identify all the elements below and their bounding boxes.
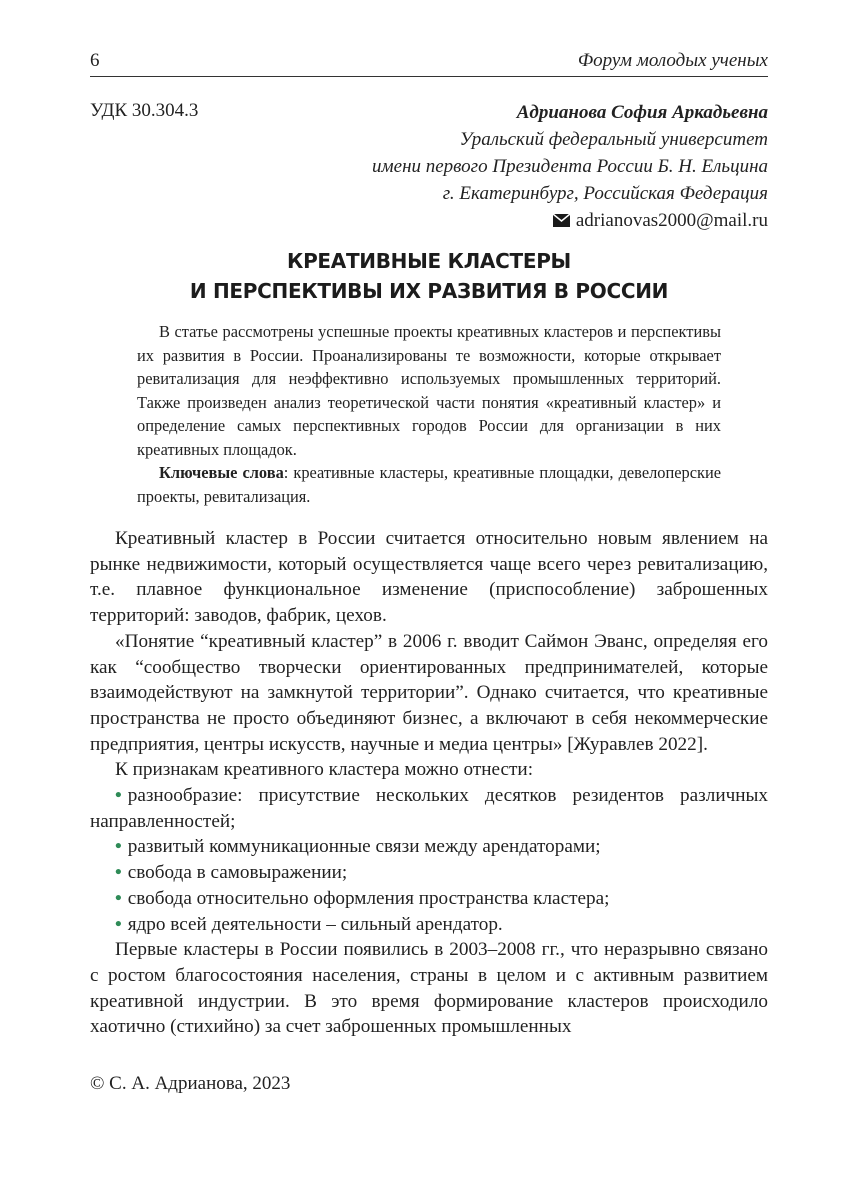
features-list: [90, 783, 768, 937]
body-paragraph-4: Первые кластеры в России появились в 2003–2008 гг., что неразрывно связано с ростом благосостояния населения, страны в целом и с активным развитием креативной индустрии. В это время формирование кластеров происходило хаотично (стихийно) за счет заброшенных промышленных: [90, 939, 768, 1038]
author-name: Адрианова София Аркадьевна: [516, 102, 768, 123]
author-email-row: [208, 207, 768, 234]
abstract: [137, 320, 721, 508]
running-header: [90, 46, 768, 77]
author-city: г. Екатеринбург, Российская Федерация: [442, 183, 768, 204]
keywords-text: : креативные кластеры, креативные площадки, девелоперские проекты, ревитализация.: [137, 463, 721, 506]
list-item: [90, 860, 768, 886]
body-paragraph-1: Креативный кластер в России считается относительно новым явлением на рынке недвижимости, который осуществляется чаще всего через ревитализацию, т.е. плавное функциональное изменение (приспособление) заброшенных территорий: заводов, фабрик, цехов.: [90, 528, 768, 627]
list-item: [90, 783, 768, 834]
author-block: [208, 99, 768, 234]
bullet-icon: •: [115, 887, 122, 909]
article-title: [90, 246, 768, 306]
list-item: [90, 912, 768, 938]
keywords-paragraph: [137, 461, 721, 508]
bullet-icon: •: [115, 913, 122, 935]
article-title-line-2: И ПЕРСПЕКТИВЫ ИХ РАЗВИТИЯ В РОССИИ: [189, 279, 669, 303]
list-item-text: свобода в самовыражении;: [127, 862, 348, 884]
list-item-text: ядро всей деятельности – сильный арендатор.: [127, 913, 503, 935]
copyright-notice: © С. А. Адрианова, 2023: [90, 1073, 291, 1094]
page-number: 6: [90, 50, 100, 71]
affiliation-line-1: Уральский федеральный университет: [459, 129, 768, 150]
bullet-icon: •: [115, 836, 122, 858]
keywords-label: Ключевые слова: [159, 463, 284, 482]
udk-code: УДК 30.304.3: [90, 100, 199, 121]
body-paragraph-2: «Понятие “креативный кластер” в 2006 г. вводит Саймон Эванс, определяя его как “сообщество творчески ориентированных предпринимателей, которые взаимодействуют на замкнутой территории”. Однако считается, что креативные пространства не просто объединяют бизнес, а включают в себя некоммерческие предприятия, центры искусств, научные и медиа центры» [Журавлев 2022].: [90, 630, 768, 755]
article-body: [90, 526, 768, 1040]
affiliation-line-2: имени первого Президента России Б. Н. Ельцина: [372, 156, 768, 177]
list-item-text: свобода относительно оформления пространства кластера;: [127, 887, 610, 909]
author-email[interactable]: adrianovas2000@mail.ru: [575, 210, 768, 231]
envelope-icon: [553, 214, 570, 227]
list-item: [90, 886, 768, 912]
body-paragraph-3: К признакам креативного кластера можно отнести:: [115, 759, 534, 781]
list-item-text: разнообразие: присутствие нескольких десятков резидентов различных направленностей;: [90, 785, 768, 832]
list-item-text: развитый коммуникационные связи между арендаторами;: [127, 836, 601, 858]
list-item: [90, 834, 768, 860]
abstract-text: В статье рассмотрены успешные проекты креативных кластеров и перспективы их развития в России. Проанализированы те возможности, которые открывает ревитализация для неэффективно используемых промышленных территорий. Также произведен анализ теоретической части понятия «креативный кластер» и определение самых перспективных городов России для организации в них креативных площадок.: [137, 322, 721, 459]
bullet-icon: •: [115, 785, 122, 807]
article-title-line-1: КРЕАТИВНЫЕ КЛАСТЕРЫ: [287, 249, 571, 273]
bullet-icon: •: [115, 862, 122, 884]
journal-title: Форум молодых ученых: [577, 50, 768, 71]
